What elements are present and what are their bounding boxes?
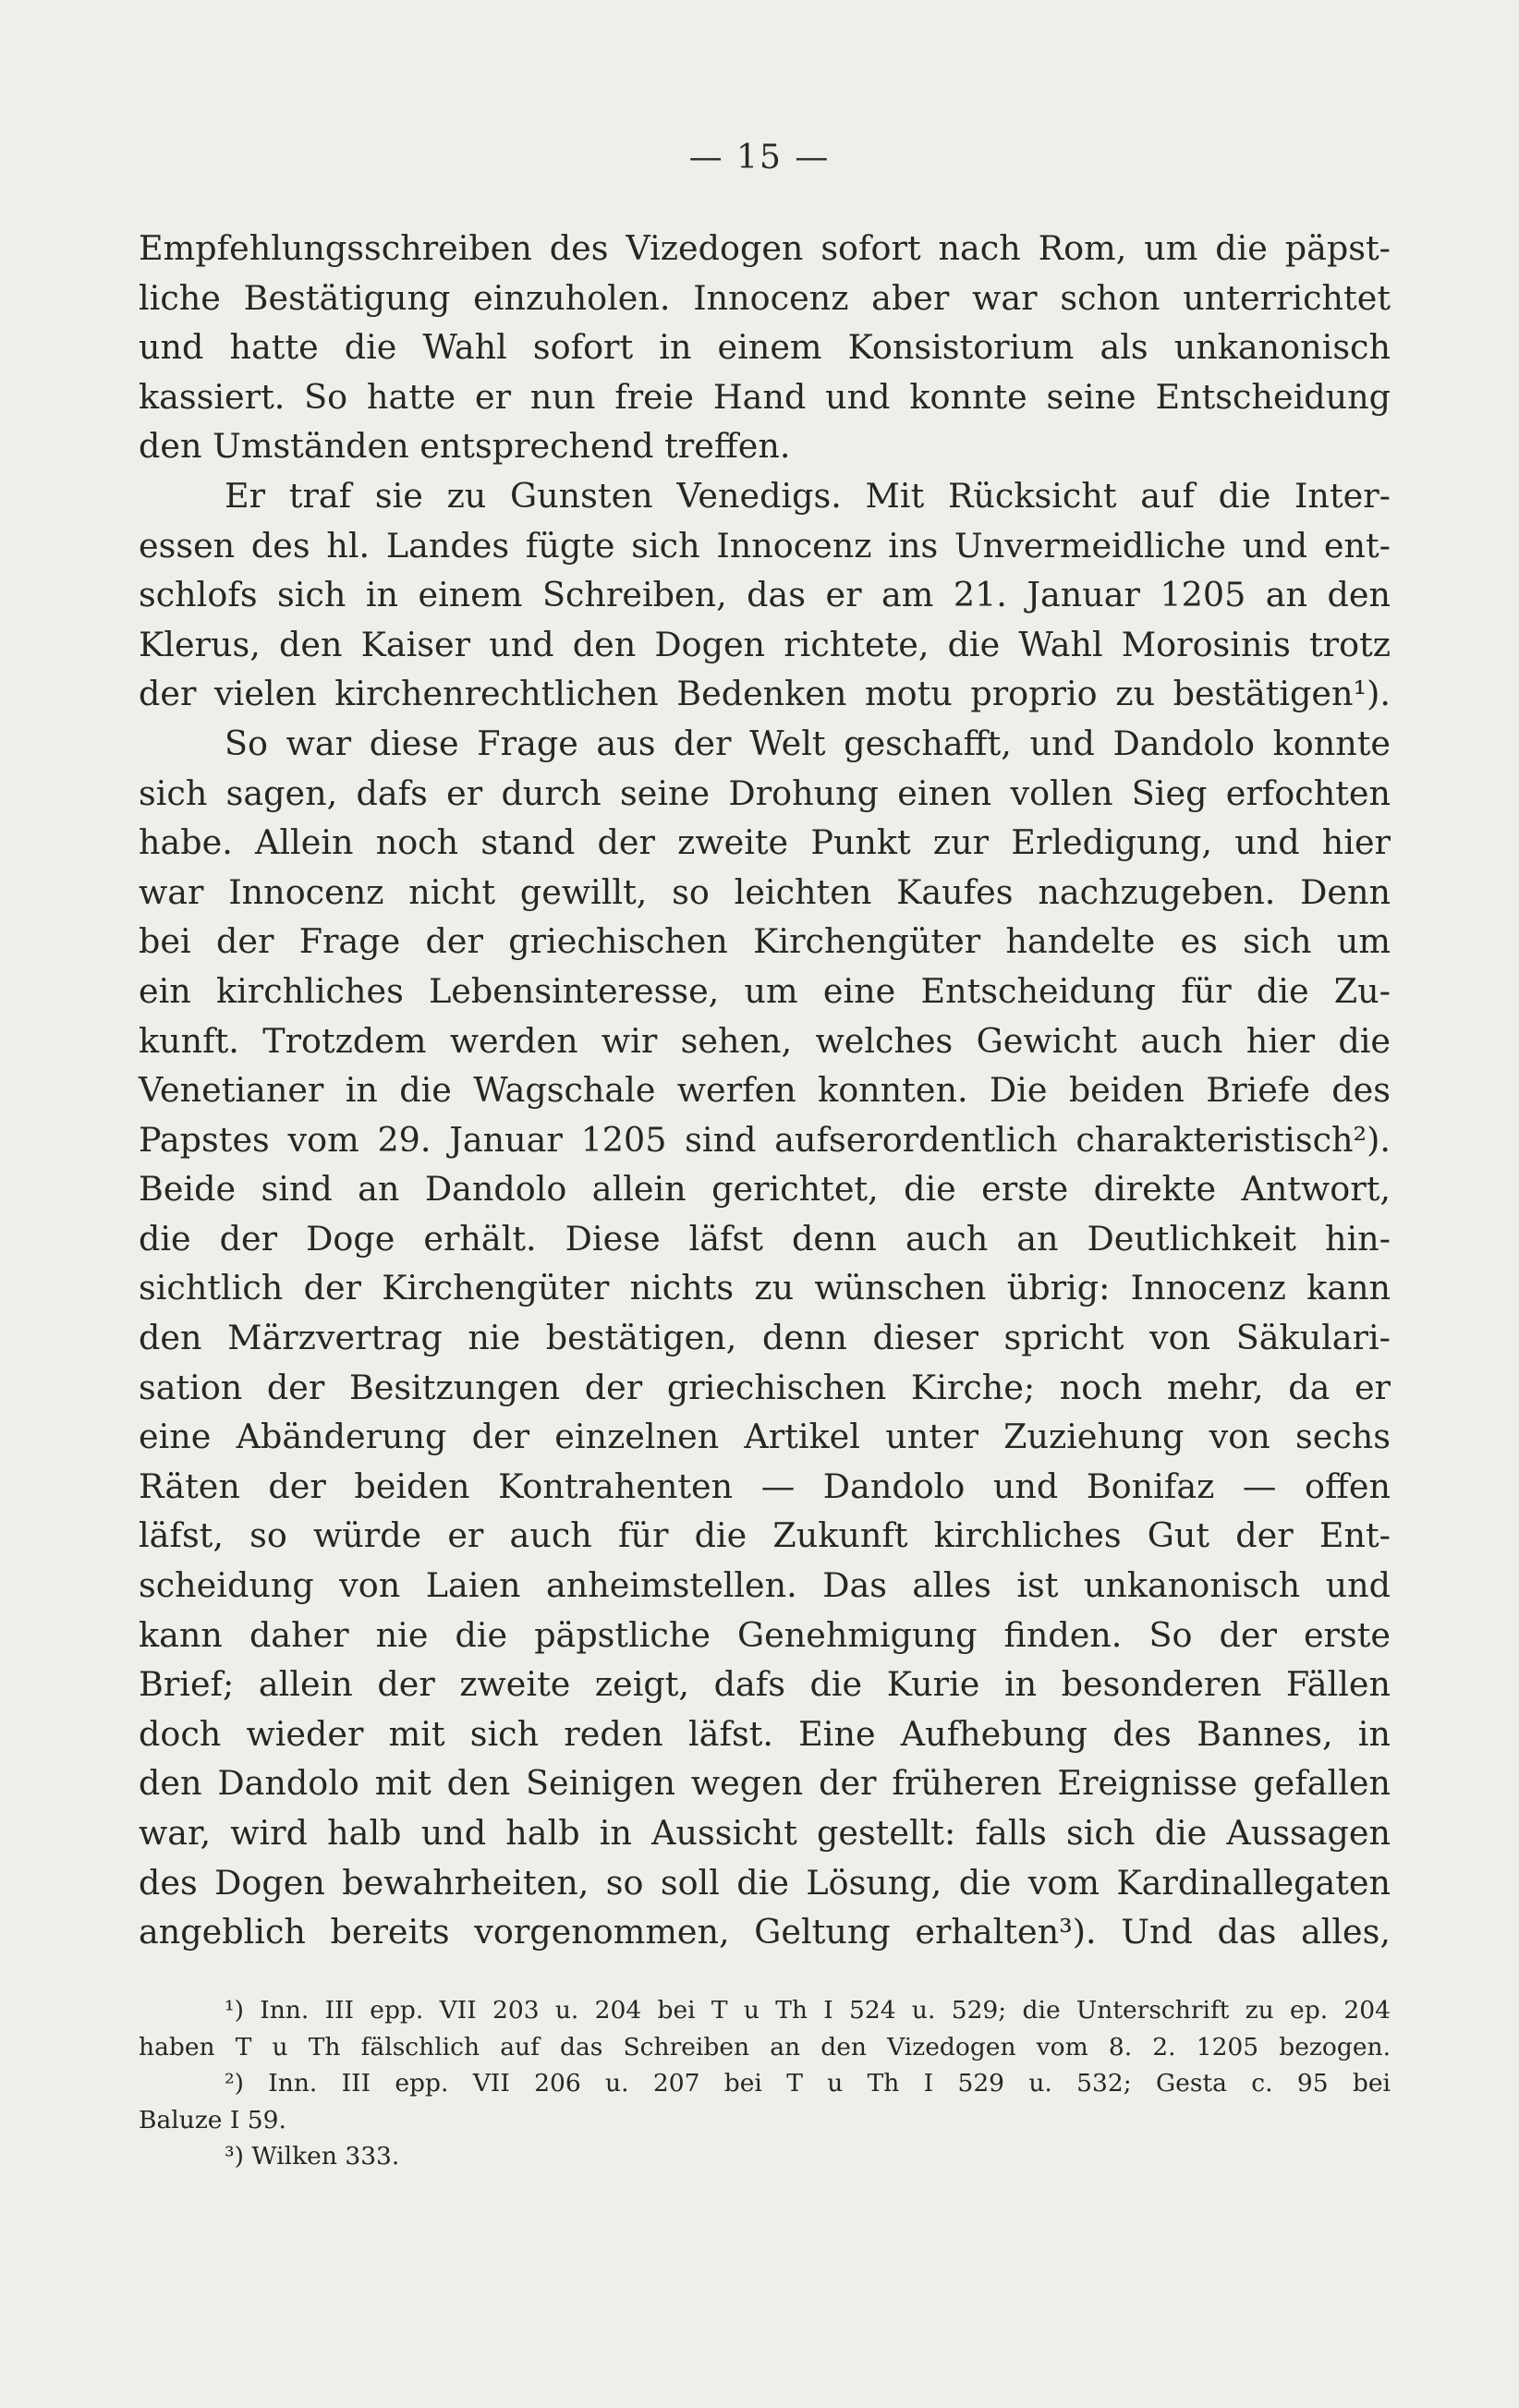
text-line: essen des hl. Landes fügte sich Innocenz ins Unvermeidliche und ent- xyxy=(139,525,1391,566)
footnotes xyxy=(139,1992,1391,2175)
main-text xyxy=(139,224,1391,1957)
text-line: schlofs sich in einem Schreiben, das er am 21. Januar 1205 an den xyxy=(139,575,1391,615)
text-line: und hatte die Wahl sofort in einem Konsistorium als unkanonisch xyxy=(139,327,1391,368)
text-line: den Dandolo mit den Seinigen wegen der früheren Ereignisse gefallen xyxy=(139,1763,1391,1804)
text-line: kassiert. So hatte er nun freie Hand und konnte seine Entscheidung xyxy=(139,376,1391,417)
text-line: scheidung von Laien anheimstellen. Das alles ist unkanonisch und xyxy=(139,1565,1391,1606)
text-line: die der Doge erhält. Diese läfst denn auch an Deutlichkeit hin- xyxy=(139,1218,1391,1259)
text-line: läfst, so würde er auch für die Zukunft kirchliches Gut der Ent- xyxy=(139,1515,1391,1556)
page-number: — 15 — xyxy=(688,139,831,176)
text-line: doch wieder mit sich reden läfst. Eine Aufhebung des Bannes, in xyxy=(139,1713,1391,1754)
text-line: Beide sind an Dandolo allein gerichtet, die erste direkte Antwort, xyxy=(139,1169,1391,1210)
text-line: des Dogen bewahrheiten, so soll die Lösung, die vom Kardinallegaten xyxy=(139,1862,1391,1903)
text-line: ein kirchliches Lebensinteresse, um eine Entscheidung für die Zu- xyxy=(139,970,1391,1011)
text-line: liche Bestätigung einzuholen. Innocenz aber war schon unterrichtet xyxy=(139,277,1391,318)
text-line: Klerus, den Kaiser und den Dogen richtete, die Wahl Morosinis trotz xyxy=(139,624,1391,664)
text-line: Räten der beiden Kontrahenten — Dandolo und Bonifaz — offen xyxy=(139,1465,1391,1506)
text-line: war, wird halb und halb in Aussicht gestellt: falls sich die Aussagen xyxy=(139,1813,1391,1853)
text-line: Brief; allein der zweite zeigt, dafs die Kurie in besonderen Fällen xyxy=(139,1664,1391,1705)
text-line: Er traf sie zu Gunsten Venedigs. Mit Rücksicht auf die Inter- xyxy=(225,475,1391,516)
text-line: sichtlich der Kirchengüter nichts zu wünschen übrig: Innocenz kann xyxy=(139,1268,1391,1308)
text-line: Papstes vom 29. Januar 1205 sind aufserordentlich charakteristisch²). xyxy=(139,1119,1391,1160)
text-line: Venetianer in die Wagschale werfen konnten. Die beiden Briefe des xyxy=(139,1070,1391,1111)
text-line: Empfehlungsschreiben des Vizedogen sofort nach Rom, um die päpst- xyxy=(139,228,1391,268)
footnote-line: ¹) Inn. III epp. VII 203 u. 204 bei T u Th I 524 u. 529; die Unterschrift zu ep. 204 xyxy=(225,1996,1391,2025)
text-line: So war diese Frage aus der Welt geschafft, und Dandolo konnte xyxy=(225,723,1391,763)
text-line: der vielen kirchenrechtlichen Bedenken motu proprio zu bestätigen¹). xyxy=(139,674,1391,714)
text-line: kann daher nie die päpstliche Genehmigung finden. So der erste xyxy=(139,1614,1391,1655)
footnote-line: Baluze I 59. xyxy=(139,2105,286,2134)
text-line: sich sagen, dafs er durch seine Drohung einen vollen Sieg erfochten xyxy=(139,772,1391,813)
text-line: den Umständen entsprechend treffen. xyxy=(139,426,791,467)
footnote-line: ²) Inn. III epp. VII 206 u. 207 bei T u Th I 529 u. 532; Gesta c. 95 bei xyxy=(225,2069,1391,2098)
footnote-line: haben T u Th fälschlich auf das Schreiben an den Vizedogen vom 8. 2. 1205 bezogen. xyxy=(139,2032,1391,2061)
text-line: sation der Besitzungen der griechischen Kirche; noch mehr, da er xyxy=(139,1367,1391,1407)
text-line: angeblich bereits vorgenommen, Geltung erhalten³). Und das alles, xyxy=(139,1912,1391,1952)
footnote-line: ³) Wilken 333. xyxy=(225,2142,400,2171)
text-line: eine Abänderung der einzelnen Artikel unter Zuziehung von sechs xyxy=(139,1417,1391,1457)
text-line: habe. Allein noch stand der zweite Punkt zur Erledigung, und hier xyxy=(139,822,1391,863)
text-line: den Märzvertrag nie bestätigen, denn dieser spricht von Säkulari- xyxy=(139,1318,1391,1358)
text-line: war Innocenz nicht gewillt, so leichten Kaufes nachzugeben. Denn xyxy=(139,871,1391,912)
text-line: bei der Frage der griechischen Kirchengüter handelte es sich um xyxy=(139,921,1391,962)
text-line: kunft. Trotzdem werden wir sehen, welches Gewicht auch hier die xyxy=(139,1020,1391,1061)
